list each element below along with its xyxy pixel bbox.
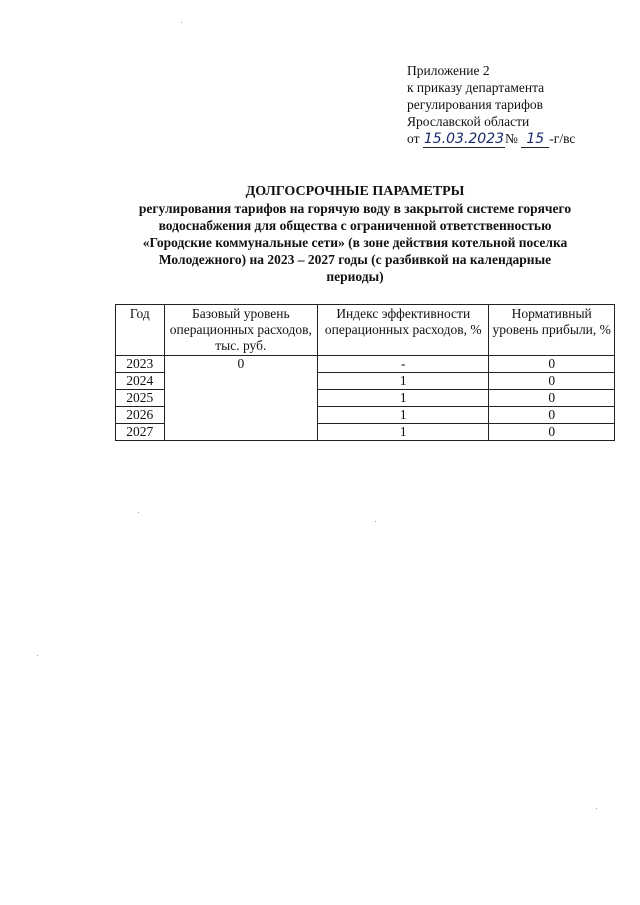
cell-year: 2027 [116,424,165,441]
header-profit-level: Нормативный уровень прибыли, % [489,305,615,356]
scan-speck [596,808,597,809]
cell-index: - [318,356,489,373]
number-suffix: -г/вс [549,131,576,146]
scan-speck [37,655,38,656]
heading-line-3: «Городские коммунальные сети» (в зоне действия котельной поселка [142,235,568,250]
handwritten-number: 15 [521,132,549,148]
cell-profit: 0 [489,373,615,390]
handwritten-date: 15.03.2023 [423,131,505,147]
cell-year: 2023 [116,356,165,373]
cell-year: 2024 [116,373,165,390]
cell-index: 1 [318,373,489,390]
heading-line-2: водоснабжения для общества с ограниченной ответственностью [158,218,552,233]
appendix-block [407,62,575,148]
cell-profit: 0 [489,356,615,373]
scan-speck [181,22,182,23]
cell-year: 2026 [116,407,165,424]
cell-index: 1 [318,390,489,407]
document-heading [100,183,610,285]
heading-line-5: периоды) [326,269,384,284]
from-prefix: от [407,131,420,146]
appendix-date-line [407,130,575,148]
appendix-order-line: к приказу департамента [407,80,545,95]
header-efficiency-index: Индекс эффективности операционных расходов, % [318,305,489,356]
scan-speck [375,521,376,522]
heading-line-4: Молодежного) на 2023 – 2027 годы (с разбивкой на календарные [158,252,552,267]
table-header-row [116,305,615,356]
cell-profit: 0 [489,424,615,441]
appendix-department-line: регулирования тарифов [407,97,544,112]
header-base-level: Базовый уровень операционных расходов, тыс. руб. [164,305,318,356]
heading-title: ДОЛГОСРОЧНЫЕ ПАРАМЕТРЫ [245,184,465,199]
cell-index: 1 [318,424,489,441]
scan-speck [138,512,139,513]
number-sign: № [505,131,518,146]
cell-base-value: 0 [164,356,318,441]
cell-index: 1 [318,407,489,424]
appendix-title: Приложение 2 [407,63,490,78]
table-row [116,356,615,373]
header-year: Год [116,305,165,356]
cell-year: 2025 [116,390,165,407]
parameters-table [115,304,615,441]
cell-profit: 0 [489,390,615,407]
cell-profit: 0 [489,407,615,424]
heading-line-1: регулирования тарифов на горячую воду в закрытой системе горячего [138,201,572,216]
appendix-region-line: Ярославской области [407,114,530,129]
